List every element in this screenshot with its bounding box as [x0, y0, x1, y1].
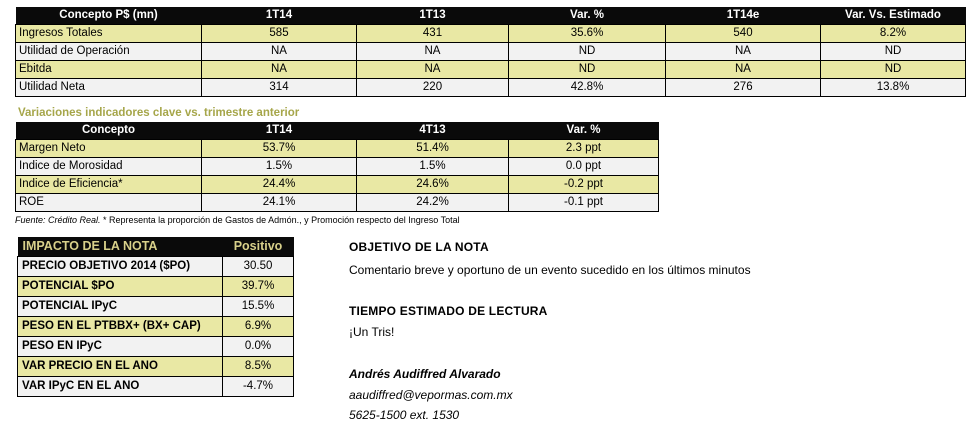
row-label: PESO EN IPyC	[18, 337, 223, 357]
header-cell: Concepto	[81, 124, 136, 136]
objective-title: OBJETIVO DE LA NOTA	[349, 240, 489, 254]
author-phone: 5625-1500 ext. 1530	[349, 408, 460, 422]
table-row	[16, 25, 966, 43]
cell: 0.0 ppt	[509, 158, 659, 176]
header-cell: 1T14	[265, 9, 293, 21]
header-cell: Var. %	[566, 124, 601, 136]
table-row	[16, 158, 659, 176]
row-label: Margen Neto	[16, 140, 202, 158]
row-label: Ingresos Totales	[16, 25, 202, 43]
table-row	[18, 297, 294, 317]
cell: 35.6%	[509, 25, 666, 43]
indicators-table	[15, 122, 659, 212]
author-name: Andrés Audiffred Alvarado	[349, 367, 501, 381]
cell: 53.7%	[202, 140, 357, 158]
header-cell: Var. %	[570, 9, 604, 21]
cell: NA	[202, 61, 357, 79]
cell: 24.1%	[202, 194, 357, 212]
cell: 2.3 ppt	[509, 140, 659, 158]
reading-time-text: ¡Un Tris!	[349, 325, 395, 339]
cell: NA	[357, 43, 509, 61]
cell: 431	[357, 25, 509, 43]
cell: NA	[666, 43, 821, 61]
row-label: ROE	[16, 194, 202, 212]
table-row	[16, 79, 966, 97]
cell: 51.4%	[357, 140, 509, 158]
reading-time-title: TIEMPO ESTIMADO DE LECTURA	[349, 304, 548, 318]
results-table-header	[16, 7, 966, 25]
cell: 8.2%	[821, 25, 966, 43]
row-label: Indice de Morosidad	[16, 158, 202, 176]
source-note: * Representa la proporción de Gastos de Admón., y Promoción respecto del Ingreso Total	[100, 215, 460, 225]
cell: 276	[666, 79, 821, 97]
table-row	[16, 61, 966, 79]
cell: 540	[666, 25, 821, 43]
header-cell: Var. Vs. Estimado	[845, 9, 941, 21]
source-label: Fuente: Crédito Real.	[15, 215, 101, 225]
cell: 1.5%	[202, 158, 357, 176]
cell: 1.5%	[357, 158, 509, 176]
author-email[interactable]: aaudiffred@vepormas.com.mx	[349, 388, 513, 402]
cell: ND	[821, 61, 966, 79]
cell: 8.5%	[223, 357, 294, 377]
row-label: VAR IPyC EN EL ANO	[18, 377, 223, 397]
cell: 0.0%	[223, 337, 294, 357]
table-row	[18, 317, 294, 337]
impact-table-header	[18, 237, 294, 257]
table-row	[18, 337, 294, 357]
cell: 314	[202, 79, 357, 97]
impact-table	[17, 237, 294, 397]
cell: -0.1 ppt	[509, 194, 659, 212]
cell: 585	[202, 25, 357, 43]
source-footnote	[15, 214, 460, 226]
header-cell: Concepto P$ (mn)	[59, 9, 158, 21]
cell: -4.7%	[223, 377, 294, 397]
header-cell: 4T13	[419, 124, 446, 136]
row-label: VAR PRECIO EN EL ANO	[18, 357, 223, 377]
cell: 24.4%	[202, 176, 357, 194]
row-label: Utilidad Neta	[16, 79, 202, 97]
row-label: PESO EN EL PTBBX+ (BX+ CAP)	[18, 317, 223, 337]
impact-title: IMPACTO DE LA NOTA	[18, 237, 223, 257]
cell: 220	[357, 79, 509, 97]
row-label: Indice de Eficiencia*	[16, 176, 202, 194]
table-row	[16, 176, 659, 194]
cell: -0.2 ppt	[509, 176, 659, 194]
cell: ND	[509, 61, 666, 79]
impact-rating: Positivo	[223, 237, 294, 257]
cell: ND	[821, 43, 966, 61]
table-row	[16, 194, 659, 212]
table-row	[18, 357, 294, 377]
cell: ND	[509, 43, 666, 61]
cell: 6.9%	[223, 317, 294, 337]
table-row	[16, 43, 966, 61]
indicators-table-header	[16, 122, 659, 140]
row-label: POTENCIAL IPyC	[18, 297, 223, 317]
header-cell: 1T13	[419, 9, 446, 21]
results-table	[15, 7, 966, 97]
table-row	[18, 377, 294, 397]
cell: 39.7%	[223, 277, 294, 297]
cell: NA	[666, 61, 821, 79]
row-label: POTENCIAL $PO	[18, 277, 223, 297]
table-row	[18, 257, 294, 277]
cell: NA	[202, 43, 357, 61]
cell: NA	[357, 61, 509, 79]
indicators-subtitle: Variaciones indicadores clave vs. trimestre anterior	[18, 107, 300, 119]
table-row	[16, 140, 659, 158]
row-label: Utilidad de Operación	[16, 43, 202, 61]
cell: 24.6%	[357, 176, 509, 194]
cell: 24.2%	[357, 194, 509, 212]
cell: 13.8%	[821, 79, 966, 97]
row-label: Ebitda	[16, 61, 202, 79]
header-cell: 1T14e	[726, 9, 760, 21]
cell: 30.50	[223, 257, 294, 277]
objective-text: Comentario breve y oportuno de un evento sucedido en los últimos minutos	[349, 263, 751, 277]
cell: 42.8%	[509, 79, 666, 97]
table-row	[18, 277, 294, 297]
row-label: PRECIO OBJETIVO 2014 ($PO)	[18, 257, 223, 277]
cell: 15.5%	[223, 297, 294, 317]
header-cell: 1T14	[265, 124, 293, 136]
